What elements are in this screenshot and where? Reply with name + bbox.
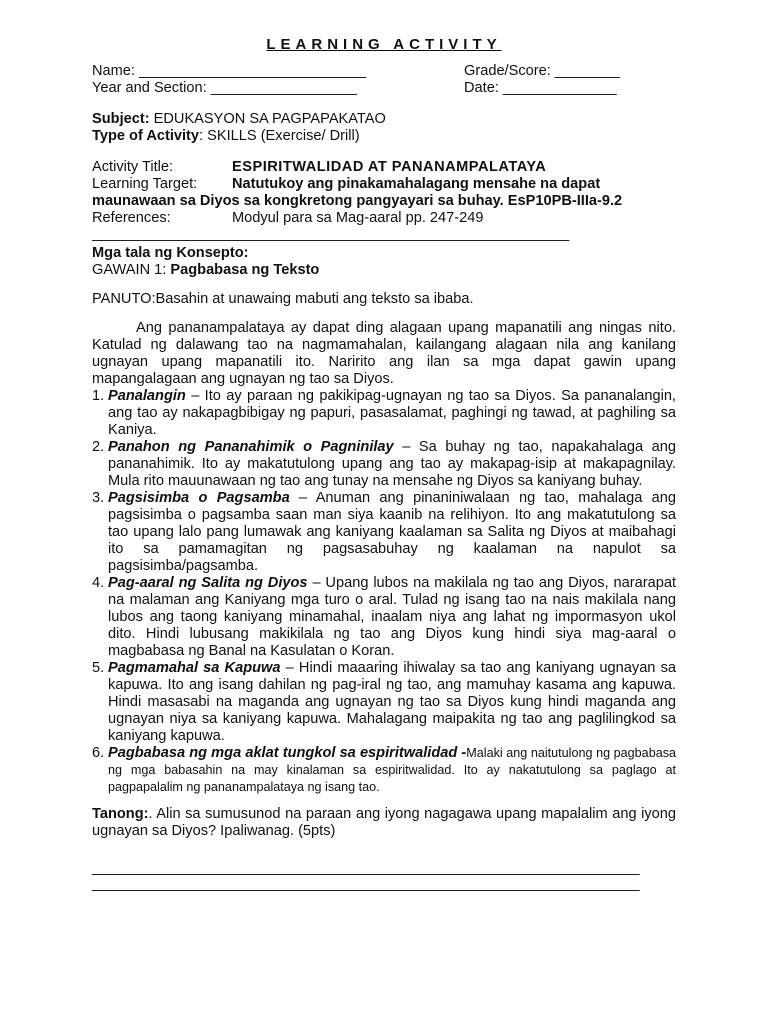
section-field: Year and Section: __________________	[92, 80, 357, 96]
page-title: LEARNING ACTIVITY	[266, 36, 502, 53]
learning-target-value-2: maunawaan sa Diyos sa kongkretong pangyayari sa buhay. EsP10PB-IIIa-9.2	[92, 193, 623, 209]
item-text	[108, 660, 676, 745]
spacer	[92, 796, 676, 806]
learning-target-key: Learning Target:	[92, 176, 198, 192]
intro-paragraph: Ang pananampalataya ay dapat ding alagaan upang mapanatili ang ningas nito. Katulad ng dalawang tao na nagmamahalan, kailangang alagaan nila ang kanilang ugnayan upang mapanatili ito. Naririto ang ilan sa mga dapat gawin upang mapangalagaan ang ugnayan ng tao sa Diyos.	[92, 320, 676, 387]
item-term: Pagmamahal sa Kapuwa	[108, 660, 281, 676]
item-body: – Upang lubos na makilala ng tao ang Diyos, nararapat na malaman ang Kaniyang mga turo o aral. Tulad ng isang tao na nais makilala nang lubos ang taong kaniyang minamahal, inaalam niya ang lahat ng impormasyon ukol dito. Hindi lubusang makikilala ng tao ang Diyos kung hindi siya mag-aaral o magbabasa ng Banal na Kasulatan o Koran.	[108, 575, 676, 659]
item-body: – Sa buhay ng tao, napakahalaga ang pananahimik. Ito ay makatutulong upang ang tao ay makapag-isip at makapagnilay. Mula rito mauunawaan ng tao ang tunay na mensahe ng Diyos sa kaniyang buhay.	[108, 439, 676, 489]
references-row	[92, 210, 676, 227]
subject-line	[92, 111, 676, 128]
item-number: 5.	[92, 660, 105, 676]
item-term: Panalangin	[108, 388, 186, 404]
item-text	[108, 745, 676, 796]
spacer	[92, 97, 676, 111]
list-item	[92, 439, 676, 490]
item-term: Pagsisimba o Pagsamba	[108, 490, 290, 506]
item-body: – Anuman ang pinaniniwalaan ng tao, mahalaga ang pagsisimba o pagsamba saan man siya kaanib na relihiyon. Ito ang makatutulong sa tao upang lalo pang lumawak ang kaniyang kaalaman sa Salita ng Diyos at maibahagi ito sa pamamagitan ng pagsasabuhay ng kaalaman na napulot sa pagsisimba/pagsamba.	[108, 490, 676, 574]
item-number: 2.	[92, 439, 105, 455]
spacer	[92, 308, 676, 320]
item-term: Pag-aaral ng Salita ng Diyos	[108, 575, 308, 591]
gawain-label: GAWAIN 1:	[92, 262, 171, 278]
item-number: 1.	[92, 388, 105, 404]
item-number: 6.	[92, 745, 105, 761]
question-key: Tanong:	[92, 806, 149, 822]
subject-value: EDUKASYON SA PAGPAPAKATAO	[149, 111, 386, 127]
name-row	[92, 63, 676, 80]
spacer	[92, 279, 676, 291]
spacer	[92, 840, 676, 860]
concepts-heading: Mga tala ng Konsepto:	[92, 245, 249, 261]
item-term: Panahon ng Pananahimik o Pagninilay	[108, 439, 394, 455]
learning-target-value-1: Natutukoy ang pinakamahalagang mensahe na dapat	[232, 176, 601, 192]
answer-line-2: ______________________________________________________________________	[92, 876, 640, 892]
item-body: – Hindi maaaring ihiwalay sa tao ang kaniyang ugnayan sa kapuwa. Ito ang isang dahilan ng pag-iral ng tao, ang mamuhay kasama ang kapuwa. Hindi masasabi na maganda ang ugnayan ng tao sa Diyos kung hindi maganda ang ugnayan niya sa kaniyang kapuwa. Mahalagang maipakita ng tao ang paglilingkod sa kaniyang kapuwa.	[108, 660, 676, 744]
item-term: Pagbabasa ng mga aklat tungkol sa espiritwalidad	[108, 745, 458, 761]
type-value: : SKILLS (Exercise/ Drill)	[199, 128, 360, 144]
type-key: Type of Activity	[92, 128, 200, 144]
grade-field: Grade/Score: ________	[464, 63, 620, 79]
learning-target-row	[92, 176, 676, 193]
question-text: . Alin sa sumusunod na paraan ang iyong nagagawa upang mapalalim ang iyong ugnayan sa Diyos? Ipaliwanag. (5pts)	[92, 806, 676, 839]
item-body: – Ito ay paraan ng pakikipag-ugnayan ng tao sa Diyos. Sa pananalangin, ang tao ay nakapagbibigay ng papuri, pasasalamat, paghingi ng tawad, at paghiling sa Kaniya.	[108, 388, 676, 438]
activity-title-row	[92, 159, 676, 176]
references-value: Modyul para sa Mag-aaral pp. 247-249	[232, 210, 484, 226]
item-number: 3.	[92, 490, 105, 506]
date-field: Date: ______________	[464, 80, 617, 96]
type-line	[92, 128, 676, 145]
spacer	[92, 145, 676, 159]
item-text	[108, 490, 676, 575]
divider-line: _____________________________________________________________	[92, 227, 569, 241]
list-item	[92, 575, 676, 660]
list-item	[92, 745, 676, 796]
list-item	[92, 660, 676, 745]
item-text	[108, 388, 676, 439]
list-item	[92, 490, 676, 575]
question-paragraph	[92, 806, 676, 840]
activity-title-value: ESPIRITWALIDAD AT PANANAMPALATAYA	[232, 159, 547, 175]
answer-line-1: ______________________________________________________________________	[92, 860, 640, 876]
item-number: 4.	[92, 575, 105, 591]
gawain-title: Pagbabasa ng Teksto	[170, 262, 320, 278]
name-field: Name: ____________________________	[92, 63, 367, 79]
item-text	[108, 439, 676, 490]
references-key: References:	[92, 210, 171, 226]
learning-activity-sheet	[92, 36, 676, 892]
item-dash: -	[457, 745, 467, 761]
item-text	[108, 575, 676, 660]
gawain-line	[92, 262, 676, 279]
item-body: Malaki ang naitutulong ng pagbabasa ng mga babasahin na may kinalaman sa espiritwalidad. Ito ay nakatutulong sa paglago at pagpapalalim ng pananampalataya ng isang tao.	[108, 746, 676, 794]
list-item	[92, 388, 676, 439]
activity-title-key: Activity Title:	[92, 159, 174, 175]
subject-key: Subject:	[92, 111, 150, 127]
section-row	[92, 80, 676, 97]
panuto-instruction: PANUTO:Basahin at unawaing mabuti ang teksto sa ibaba.	[92, 291, 474, 307]
